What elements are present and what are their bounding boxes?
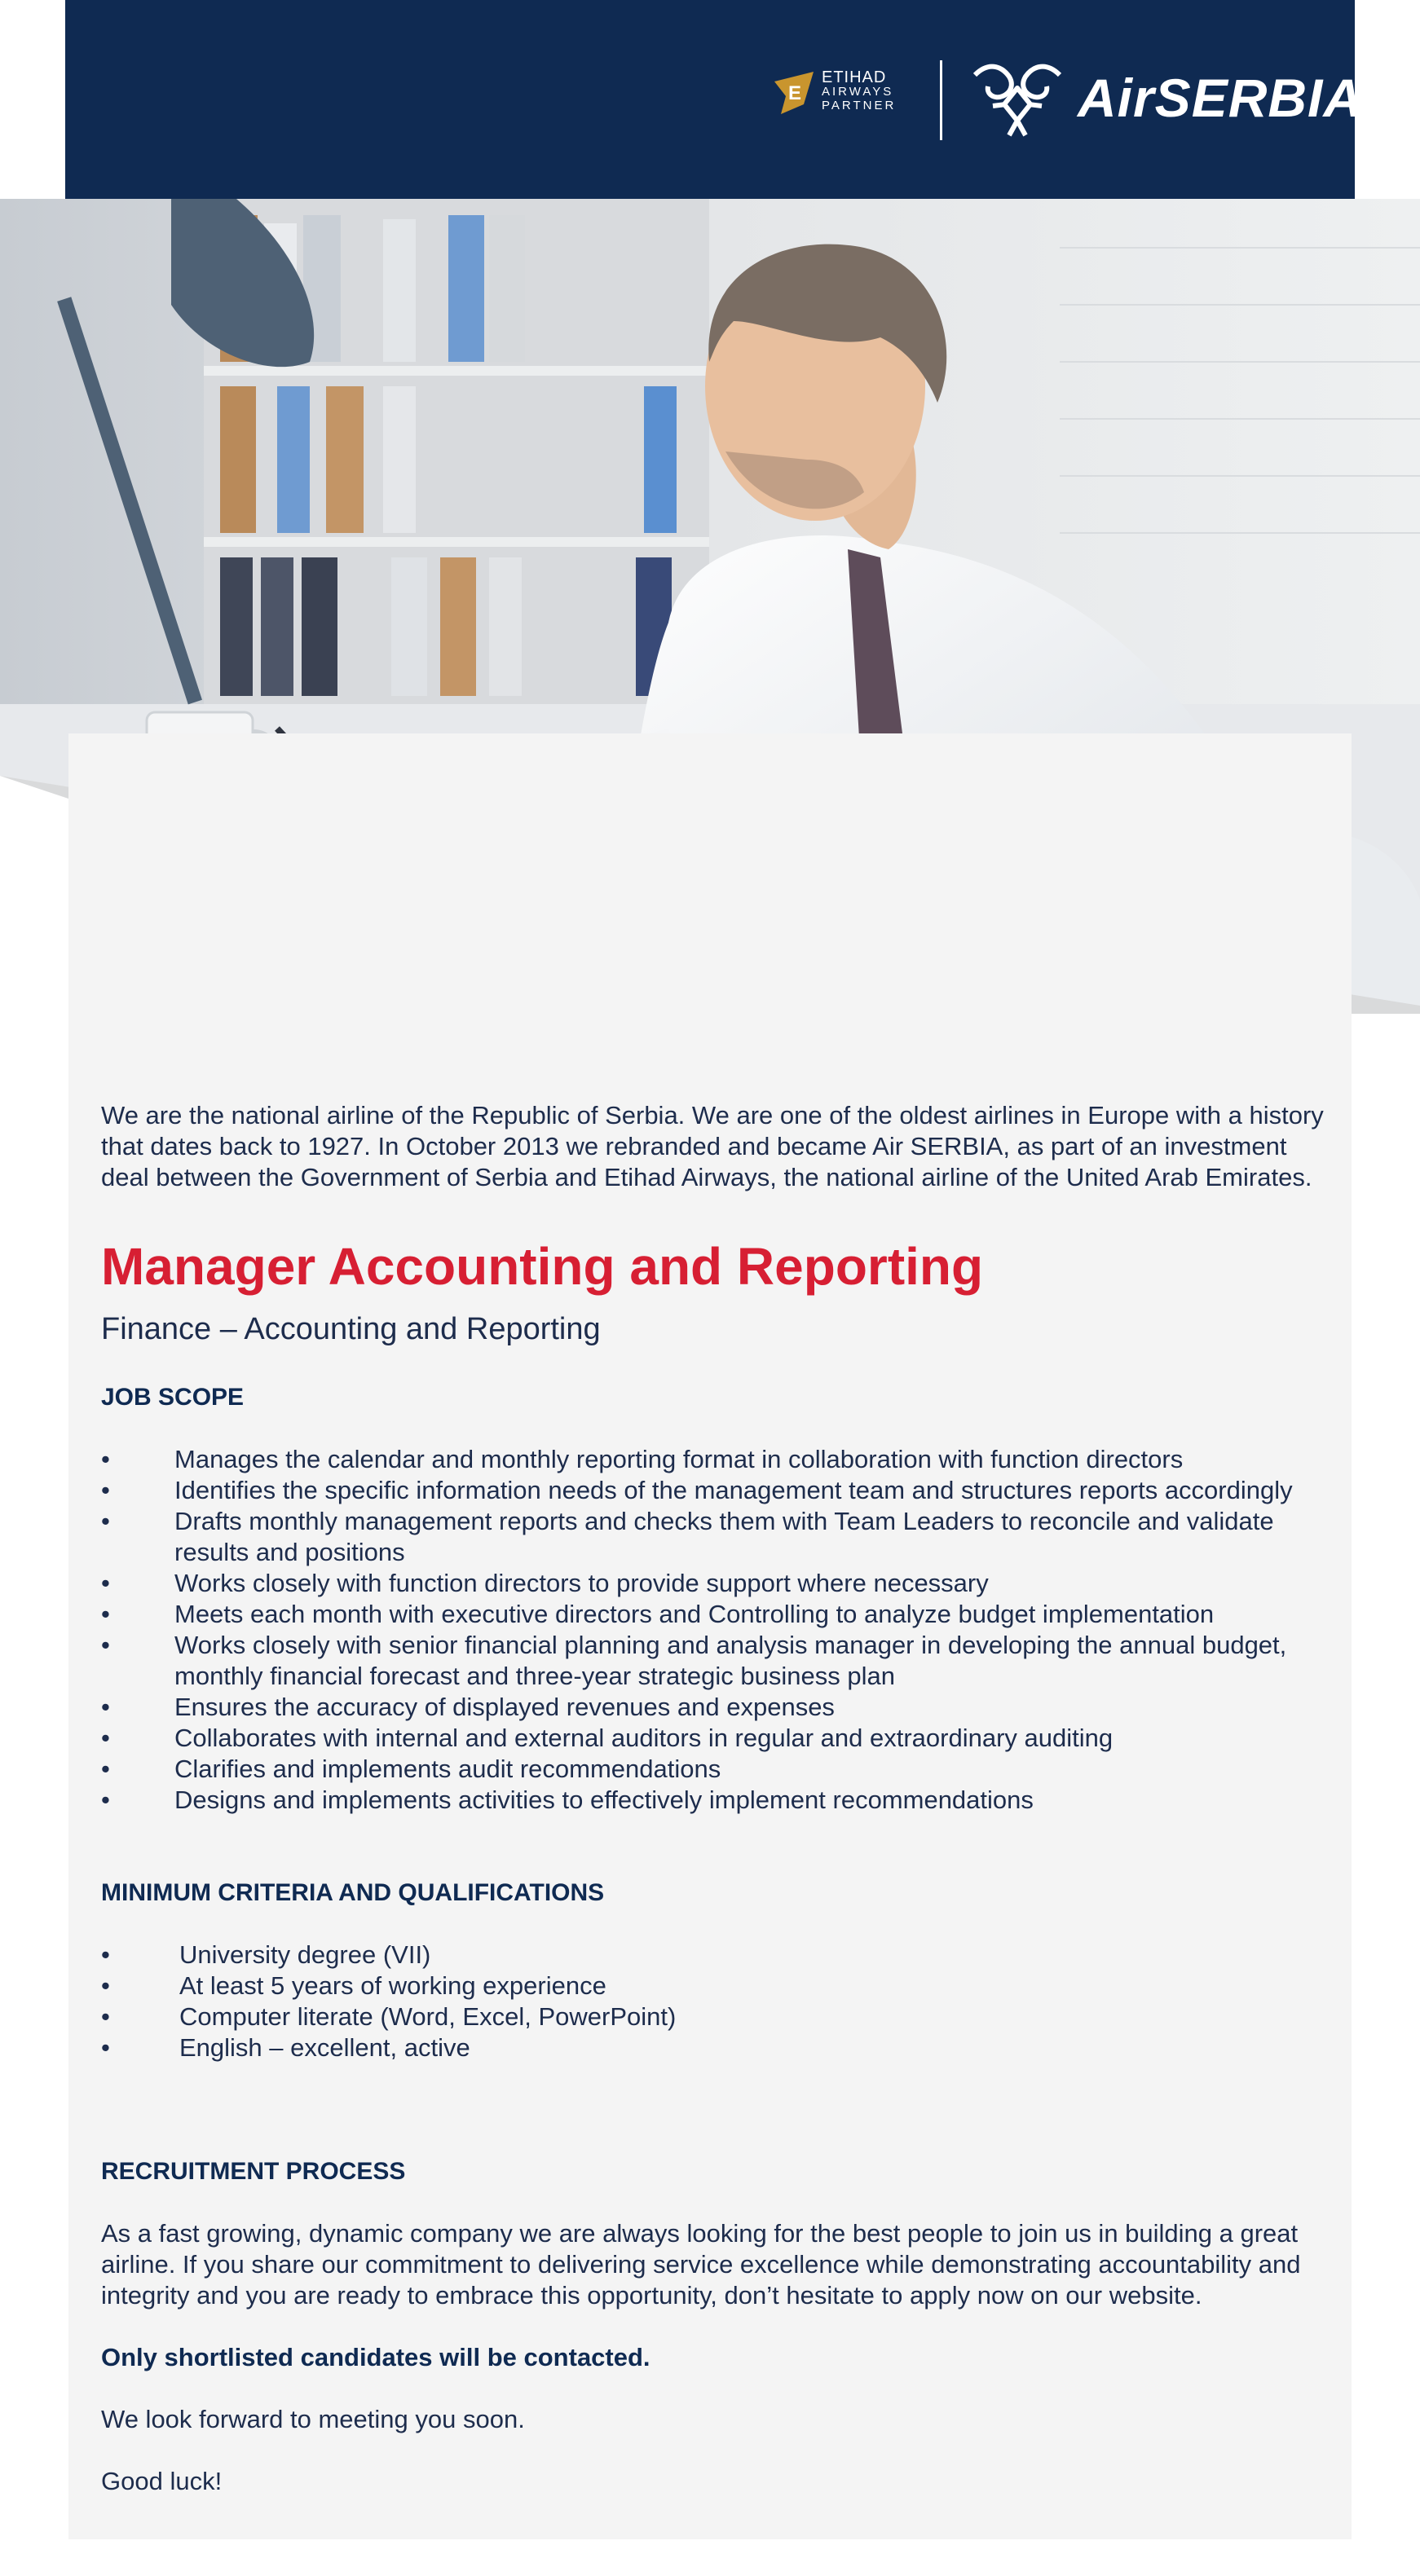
partner-line2: AIRWAYS: [822, 84, 894, 99]
recruitment-text: As a fast growing, dynamic company we are always looking for the best people to join us in building a great airline. If you share our commitment to delivering service excellence while demonstrating accountability and integrity and you are ready to embrace this opportunity, don’t hesitate to apply now on our website.: [101, 2219, 1301, 2310]
list-item: • Identifies the specific information needs of the management team and structures reports accordingly: [101, 1476, 1293, 1504]
etihad-partner-logo: [774, 68, 896, 114]
list-item: • Collaborates with internal and external auditors in regular and extraordinary auditing: [101, 1724, 1114, 1752]
list-item: • At least 5 years of working experience: [101, 1971, 606, 2000]
shortlist-note: Only shortlisted candidates will be contacted.: [101, 2343, 650, 2371]
bullet-icon: •: [101, 2033, 110, 2062]
recruitment-heading: RECRUITMENT PROCESS: [101, 2158, 406, 2185]
list-item: • Designs and implements activities to effectively implement recommendations: [101, 1786, 1034, 1814]
svg-text:E: E: [788, 82, 802, 104]
partner-line3: PARTNER: [822, 98, 897, 112]
bullet-icon: •: [101, 1476, 110, 1504]
job-scope-list: [101, 1444, 1340, 1816]
bullet-icon: •: [101, 1631, 110, 1659]
bullet-icon: •: [101, 1786, 110, 1814]
bullet-icon: •: [101, 2002, 110, 2031]
list-item: • Works closely with function directors to provide support where necessary: [101, 1569, 989, 1597]
list-item: • Ensures the accuracy of displayed revenues and expenses: [101, 1693, 835, 1721]
eagle-emblem-icon: [968, 57, 1066, 139]
bullet-icon: •: [101, 1600, 110, 1628]
good-luck-line: Good luck!: [101, 2467, 223, 2495]
bullet-icon: •: [101, 1755, 110, 1783]
bullet-icon: •: [101, 1693, 110, 1721]
airserbia-logo: [968, 57, 1363, 139]
company-intro: We are the national airline of the Republic of Serbia. We are one of the oldest airlines in Europe with a history that dates back to 1927. In October 2013 we rebranded and became Air SERBIA, as part of an investment deal between the Government of Serbia and Etihad Airways, the national airline of the United Arab Emirates.: [101, 1101, 1324, 1191]
bullet-icon: •: [101, 1507, 110, 1535]
bullet-icon: •: [101, 1445, 110, 1473]
job-posting-content: [101, 1100, 1340, 2497]
list-item: • Drafts monthly management reports and checks them with Team Leaders to reconcile and validate results and positions: [101, 1507, 1274, 1566]
list-item: • English – excellent, active: [101, 2033, 470, 2062]
brand-wordmark: AirSERBIA: [1078, 68, 1364, 128]
job-department: Finance – Accounting and Reporting: [101, 1312, 601, 1346]
list-item: • Computer literate (Word, Excel, PowerPoint): [101, 2002, 677, 2031]
list-item: • University degree (VII): [101, 1940, 431, 1969]
list-item: • Meets each month with executive directors and Controlling to analyze budget implementation: [101, 1600, 1215, 1628]
bullet-icon: •: [101, 1724, 110, 1752]
bullet-icon: •: [101, 1971, 110, 2000]
criteria-heading: MINIMUM CRITERIA AND QUALIFICATIONS: [101, 1879, 605, 1906]
header-banner: [65, 0, 1364, 199]
etihad-emblem-icon: [774, 68, 814, 114]
logo-divider: [940, 60, 942, 140]
page-title: Manager Accounting and Reporting: [101, 1237, 984, 1296]
bullet-icon: •: [101, 1569, 110, 1597]
list-item: • Clarifies and implements audit recommendations: [101, 1755, 721, 1783]
criteria-list: [101, 1940, 1340, 2063]
list-item: • Works closely with senior financial planning and analysis manager in developing the annual budget, monthly financial forecast and three-year strategic business plan: [101, 1631, 1287, 1690]
list-item: • Manages the calendar and monthly reporting format in collaboration with function directors: [101, 1445, 1184, 1473]
bullet-icon: •: [101, 1940, 110, 1969]
closing-line: We look forward to meeting you soon.: [101, 2405, 525, 2433]
partner-name: ETIHAD: [822, 68, 887, 86]
job-scope-heading: JOB SCOPE: [101, 1384, 245, 1411]
